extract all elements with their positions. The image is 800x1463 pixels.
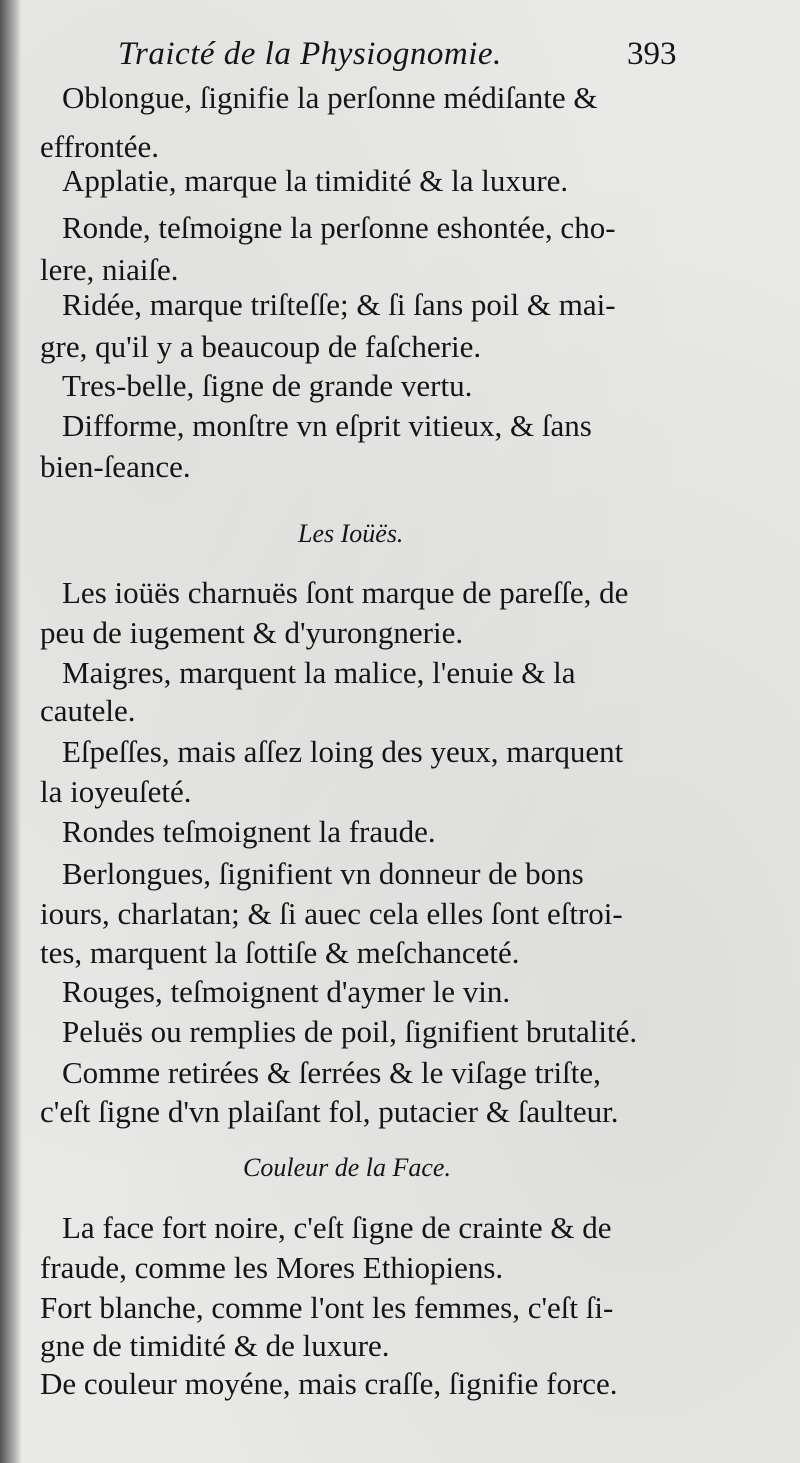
text-line: bien-ſeance. [40, 449, 191, 484]
text-line: Oblongue, ſignifie la perſonne médiſante & [62, 80, 598, 115]
text-line: Les ioüës charnuës ſont marque de pareſſe, de [62, 575, 629, 610]
text-line: effrontée. [40, 129, 160, 164]
text-line: la ioyeuſeté. [40, 774, 192, 809]
text-line: La face fort noire, c'eſt ſigne de crainte & de [62, 1210, 612, 1245]
text-line: lere, niaiſe. [40, 252, 179, 287]
text-line: Difforme, monſtre vn eſprit vitieux, & ſans [62, 408, 592, 443]
text-line: peu de iugement & d'yurongnerie. [40, 615, 464, 650]
binding-shadow [0, 0, 22, 1463]
text-line: Eſpeſſes, mais aſſez loing des yeux, marquent [62, 734, 624, 769]
text-line: Tres-belle, ſigne de grande vertu. [62, 368, 473, 403]
page-number: 393 [627, 36, 677, 72]
text-line: Peluës ou remplies de poil, ſignifient brutalité. [62, 1014, 638, 1049]
text-line: De couleur moyéne, mais craſſe, ſignifie force. [40, 1366, 618, 1401]
text-line: gne de timidité & de luxure. [40, 1328, 390, 1363]
text-line: gre, qu'il y a beaucoup de faſcherie. [40, 329, 482, 364]
text-line: Fort blanche, comme l'ont les femmes, c'eſt ſi- [40, 1290, 614, 1325]
text-line: c'eſt ſigne d'vn plaiſant fol, putacier & ſaulteur. [40, 1094, 619, 1129]
text-line: Rondes teſmoignent la fraude. [62, 814, 436, 849]
text-line: Maigres, marquent la malice, l'enuie & la [62, 655, 576, 690]
text-line: cautele. [40, 693, 136, 728]
text-line: Applatie, marque la timidité & la luxure. [62, 163, 569, 198]
section-heading: Couleur de la Face. [243, 1153, 451, 1182]
text-line: Ronde, teſmoigne la perſonne eshontée, cho- [62, 210, 616, 245]
text-line: Berlongues, ſignifient vn donneur de bons [62, 856, 584, 891]
text-line: tes, marquent la ſottiſe & meſchanceté. [40, 935, 520, 970]
text-line: Comme retirées & ſerrées & le viſage triſte, [62, 1055, 601, 1090]
text-line: fraude, comme les Mores Ethiopiens. [40, 1250, 504, 1285]
text-line: Ridée, marque triſteſſe; & ſi ſans poil & mai- [62, 287, 616, 322]
running-head-title: Traicté de la Physiognomie. [118, 36, 502, 72]
section-heading: Les Ioüës. [298, 519, 404, 548]
text-line: iours, charlatan; & ſi auec cela elles ſont eſtroi- [40, 896, 623, 931]
text-line: Rouges, teſmoignent d'aymer le vin. [62, 974, 511, 1009]
